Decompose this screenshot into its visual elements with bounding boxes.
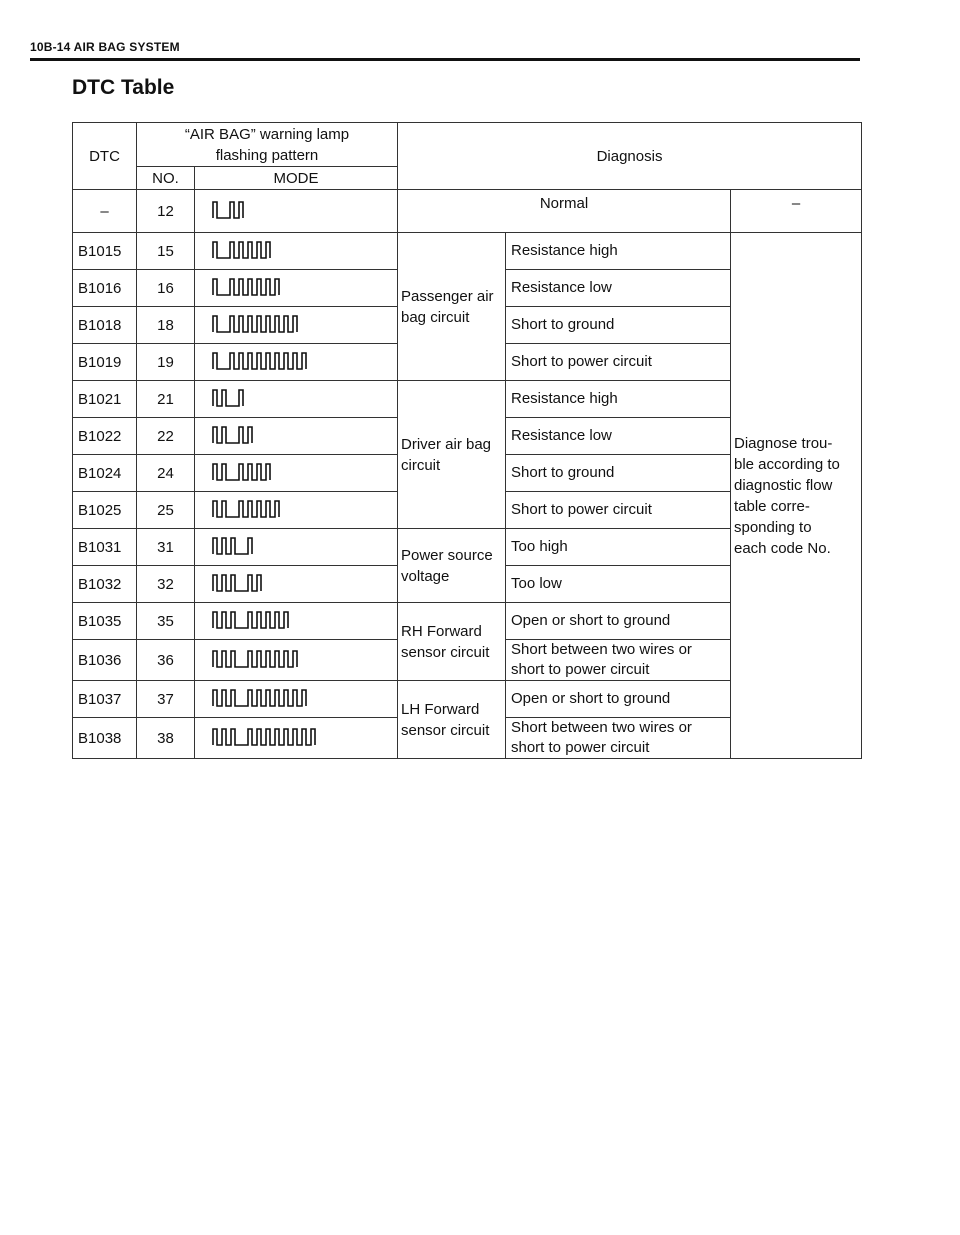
category-passenger-line2: bag circuit	[401, 308, 470, 326]
page-header: 10B-14 AIR BAG SYSTEM	[30, 40, 180, 54]
code-number: 37	[137, 681, 195, 718]
diagnosis-detail-line1: Short between two wires or	[511, 641, 692, 658]
flash-pattern-icon	[211, 349, 391, 375]
header-lamp-line2: flashing pattern	[215, 146, 319, 164]
flash-pattern-line	[213, 575, 261, 591]
diagnosis-detail	[506, 640, 731, 681]
normal-action: –	[731, 190, 862, 233]
category-lh-line1: LH Forward	[401, 700, 480, 718]
header-no: NO.	[137, 167, 195, 190]
mode-cell	[195, 233, 398, 270]
dtc-code: B1022	[73, 418, 137, 455]
mode-cell	[195, 381, 398, 418]
dtc-code: B1019	[73, 344, 137, 381]
flash-pattern-line	[213, 316, 297, 332]
code-number: 18	[137, 307, 195, 344]
diagnosis-detail-line2: short to power circuit	[511, 661, 650, 678]
mode-cell	[195, 640, 398, 681]
dtc-code: B1035	[73, 603, 137, 640]
mode-cell	[195, 566, 398, 603]
category-driver-line2: circuit	[401, 456, 441, 474]
flash-pattern-line	[213, 464, 270, 480]
code-number: 31	[137, 529, 195, 566]
flash-pattern-icon	[211, 386, 391, 412]
flash-pattern-line	[213, 501, 279, 517]
diagnosis-detail: Short to power circuit	[506, 492, 731, 529]
flash-pattern-icon	[211, 647, 391, 673]
flash-pattern-line	[213, 427, 252, 443]
mode-cell	[195, 718, 398, 759]
category-passenger-line1: Passenger air	[401, 287, 494, 305]
diagnosis-detail: Short to ground	[506, 307, 731, 344]
table-row-normal	[73, 190, 862, 233]
code-number: 35	[137, 603, 195, 640]
flash-pattern-icon	[211, 534, 391, 560]
page-title: DTC Table	[72, 76, 175, 99]
action-line1: Diagnose trou-	[734, 434, 833, 452]
flash-pattern-line	[213, 353, 306, 369]
mode-cell	[195, 603, 398, 640]
dtc-code: B1021	[73, 381, 137, 418]
flash-pattern-icon	[211, 686, 391, 712]
flash-pattern-line	[213, 390, 243, 406]
header-mode: MODE	[195, 167, 398, 190]
diagnosis-detail	[506, 718, 731, 759]
dtc-code: B1015	[73, 233, 137, 270]
flash-pattern-line	[213, 612, 288, 628]
diagnosis-detail: Resistance low	[506, 418, 731, 455]
dtc-code: B1038	[73, 718, 137, 759]
category-power	[398, 529, 506, 603]
code-number: 16	[137, 270, 195, 307]
category-passenger	[398, 233, 506, 381]
mode-cell	[195, 681, 398, 718]
diagnosis-detail: Short to power circuit	[506, 344, 731, 381]
dtc-code: B1018	[73, 307, 137, 344]
flash-pattern-icon	[211, 608, 391, 634]
mode-cell	[195, 492, 398, 529]
diagnosis-detail: Short to ground	[506, 455, 731, 492]
dtc-code: B1037	[73, 681, 137, 718]
flash-pattern-icon	[211, 198, 391, 224]
action-line4: table corre-	[734, 497, 810, 515]
code-number: 32	[137, 566, 195, 603]
header-lamp-line1: “AIR BAG” warning lamp	[184, 125, 350, 143]
diagnosis-detail: Open or short to ground	[506, 603, 731, 640]
action-line2: ble according to	[734, 455, 840, 473]
code-number: 21	[137, 381, 195, 418]
category-power-line2: voltage	[401, 567, 450, 585]
flash-pattern-line	[213, 538, 252, 554]
mode-cell	[195, 455, 398, 492]
header-rule	[30, 58, 860, 61]
dtc-code: B1031	[73, 529, 137, 566]
category-rh-line2: sensor circuit	[401, 643, 490, 661]
dtc-code: B1024	[73, 455, 137, 492]
code-number: 25	[137, 492, 195, 529]
header-lamp	[137, 123, 398, 167]
code-number: 22	[137, 418, 195, 455]
diagnosis-detail-line2: short to power circuit	[511, 739, 650, 756]
action-line5: sponding to	[734, 518, 812, 536]
code-number: 24	[137, 455, 195, 492]
diagnosis-detail: Open or short to ground	[506, 681, 731, 718]
dtc-table	[72, 122, 862, 759]
flash-pattern-icon	[211, 275, 391, 301]
code-number: 15	[137, 233, 195, 270]
normal-no: 12	[137, 190, 195, 233]
normal-dtc: –	[73, 190, 137, 233]
mode-cell	[195, 418, 398, 455]
flash-pattern-line	[213, 279, 279, 295]
flash-pattern-icon	[211, 423, 391, 449]
mode-cell	[195, 307, 398, 344]
diagnosis-detail-line1: Short between two wires or	[511, 719, 692, 736]
action-line3: diagnostic flow	[734, 476, 833, 494]
mode-cell	[195, 270, 398, 307]
mode-cell	[195, 529, 398, 566]
category-rh-line1: RH Forward	[401, 622, 482, 640]
action-note	[731, 233, 862, 759]
flash-pattern-line	[213, 729, 315, 745]
category-driver-line1: Driver air bag	[401, 435, 492, 453]
flash-pattern-line	[213, 242, 270, 258]
table-row	[73, 233, 862, 270]
header-dtc: DTC	[73, 123, 137, 190]
action-line6: each code No.	[734, 539, 831, 557]
dtc-code: B1016	[73, 270, 137, 307]
diagnosis-detail: Resistance high	[506, 233, 731, 270]
code-number: 38	[137, 718, 195, 759]
flash-pattern-icon	[211, 725, 391, 751]
flash-pattern-icon	[211, 312, 391, 338]
dtc-code: B1036	[73, 640, 137, 681]
flash-pattern-line	[213, 690, 306, 706]
flash-pattern-line	[213, 202, 243, 218]
flash-pattern-icon	[211, 238, 391, 264]
diagnosis-detail: Resistance high	[506, 381, 731, 418]
diagnosis-detail: Resistance low	[506, 270, 731, 307]
category-lh-sensor	[398, 681, 506, 759]
normal-mode	[195, 190, 398, 233]
normal-diagnosis: Normal	[398, 190, 731, 233]
flash-pattern-line	[213, 651, 297, 667]
category-lh-line2: sensor circuit	[401, 721, 490, 739]
header-diagnosis: Diagnosis	[398, 123, 862, 190]
flash-pattern-icon	[211, 497, 391, 523]
category-rh-sensor	[398, 603, 506, 681]
diagnosis-detail: Too high	[506, 529, 731, 566]
dtc-code: B1032	[73, 566, 137, 603]
category-power-line1: Power source	[401, 546, 493, 564]
flash-pattern-icon	[211, 460, 391, 486]
flash-pattern-icon	[211, 571, 391, 597]
code-number: 19	[137, 344, 195, 381]
mode-cell	[195, 344, 398, 381]
dtc-code: B1025	[73, 492, 137, 529]
category-driver	[398, 381, 506, 529]
diagnosis-detail: Too low	[506, 566, 731, 603]
code-number: 36	[137, 640, 195, 681]
